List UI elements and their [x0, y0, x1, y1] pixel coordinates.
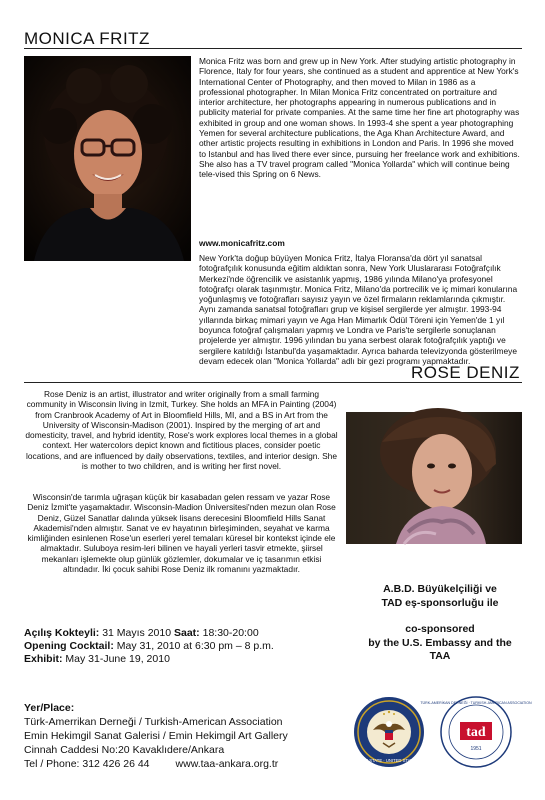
opening-tr-time-label: Saat: [174, 627, 200, 639]
artist1-portrait [24, 56, 191, 261]
artist2-bio-tr: Wisconsin'de tarımla uğraşan küçük bir kasabadan gelen ressam ve yazar Rose Deniz İzmit'te yaşamaktadır. Wisconsin-Madion Üniversitesi'nden mezun olan Rose Deniz, Güzel Sanatlar dalında yüksek lisans derecesini Bloomfield Hills Sanat Akademisi'nden almıştır. Sanat ve ev hayatının birleşiminden, seyahat ve karma kimliğinden esinlenen Rose'un eserleri yerel temaları küresel bir kontekst içinde ele almaktadır. Suluboya resim-leri bilinen ve hayali yerleri tasvir etmekte, şiirsel mekanları işlemekte olup günlük gözlemler, dokumalar ve iç tasarımın etkisi altındadır. İki çocuk sahibi Rose Deniz ilk romanını yazmaktadır. [27, 492, 336, 575]
artist1-bio-en: Monica Fritz was born and grew up in New York. After studying artistic photography in Florence, Italy for four years, she continued as a student and apprentice at New York's International Center of Photography, and then moved to Milan in 1986 as a professional photographer. In Milan Monica Fritz concentrated on portraiture and interior architecture, her photographs appearing in numerous publications and in publicity material for private companies. At the same time her fine art photography was exhibited in group and one woman shows. In 1993-4 she spent a year photographing Yemen for several architecture publications, the Aga Khan Architecture Award, and other artistic projects resulting in exhibitions in London and Paris. In 1996 she moved to Istanbul and has lived there ever since, pursuing her freelance work and exhibitions. She also has a TV travel program called "Monica Yollarda" which will continue being tele-vised this Spring on 6 News. [199, 56, 520, 180]
exhibit-label: Exhibit: [24, 653, 63, 665]
opening-tr-label: Açılış Kokteyli: [24, 627, 100, 639]
opening-en-label: Opening Cocktail: [24, 640, 114, 652]
venue-website-link[interactable]: www.taa-ankara.org.tr [175, 758, 279, 770]
taa-year: 1951 [470, 746, 482, 752]
sponsor-tr-line1: A.B.D. Büyükelçiliği ve [383, 583, 497, 595]
opening-en [24, 640, 274, 653]
sponsor-en-line1: co-sponsored [405, 623, 475, 635]
artist1-name: MONICA FRITZ [24, 29, 150, 48]
divider [24, 382, 522, 383]
artist2-name: ROSE DENIZ [411, 363, 520, 382]
venue-label: Yer/Place: [24, 702, 75, 714]
artist2-portrait [346, 412, 522, 544]
taa-short: tad [466, 725, 486, 740]
venue-line1: Türk-Amerrikan Derneği / Turkish-American Association [24, 716, 283, 728]
artist1-website-link[interactable]: www.monicafritz.com [199, 238, 285, 248]
embassy-seal-text: DEPARTMENT OF STATE · UNITED STATES OF AMERICA [332, 758, 446, 763]
venue-line2: Emin Hekimgil Sanat Galerisi / Emin Hekimgil Art Gallery [24, 730, 288, 742]
venue-phone: Tel / Phone: 312 426 26 44 [24, 758, 150, 770]
exhibit-value: May 31-June 19, 2010 [62, 653, 170, 665]
exhibit-dates [24, 653, 170, 666]
artist2-bio-en: Rose Deniz is an artist, illustrator and writer originally from a small farming community in Wisconsin living in Izmit, Turkey. She holds an MFA in Painting (2004) from Cranbrook Academy of Art in Bloomfield Hills, MI, and a BS in Art from the University of Wisconsin-Madison (2001). Inspired by the merging of art and domesticity, travel, and hybrid identity, Rose's work explores local themes in a global context. Her watercolors depict known and fictitious places, consider poetic locations, and are influenced by daily observations, textiles, and interior design. She is mother to two children, and is writing her first novel. [25, 389, 338, 472]
opening-tr [24, 627, 259, 640]
artist1-bio-tr: New York'ta doğup büyüyen Monica Fritz, İtalya Floransa'da dört yıl sanatsal fotoğrafçılık konusunda eğitim aldıktan sonra, New York Uluslararası Fotoğrafçılık Merkezi'nde öğrencilik ve asistanlık yapmış, 1986 yılında Milano'ya profesyonel fotoğrafçı olarak taşınmıştır. Monica Fritz, Milano'da portrecilik ve iç mimari konularına yoğunlaşmış ve fotoğrafları sayısız yayın ve özel firmaların reklamlarında çıkmıştır. Aynı zamanda sanatsal fotoğrafları grup ve kişisel sergilerde yer almıştır. 1993-94 yıllarında birkaç mimari yayın ve Aga Han Mimarlık Ödül Töreni için Yemen'de 1 yıl boyunca fotoğraf çalışmaları yapmış ve Londra ve Paris'te sergilerle sonuçlanan projelerde yer almıştır. 1996 yılından bu yana serbest olarak fotoğrafçılık yaptığı ve sergilere katıldığı İstanbul'da yaşamaktadır. Ayrıca baharda televizyonda gösterilmeye devam edecek olan "Monica Yollarda" adlı bir gezi programı yapmaktadır. [199, 253, 518, 366]
venue-contact [24, 757, 288, 771]
us-embassy-seal-logo [332, 696, 446, 768]
embassy-seal-icon [332, 696, 446, 768]
artist1-portrait-image [24, 56, 191, 261]
venue-block [24, 701, 288, 771]
divider [24, 48, 522, 49]
opening-tr-time: 18:30-20:00 [199, 627, 259, 639]
artist2-portrait-image [346, 412, 522, 544]
sponsor-tr-line2: TAD eş-sponsorluğu ile [381, 597, 499, 609]
opening-en-value: May 31, 2010 at 6:30 pm – 8 p.m. [113, 640, 274, 652]
taa-ring-text: TÜRK-AMERİKAN DERNEĞİ · TURKISH-AMERICAN ASSOCIATION [420, 701, 532, 705]
venue-line3: Cinnah Caddesi No:20 Kavaklıdere/Ankara [24, 744, 225, 756]
taa-logo [420, 696, 532, 768]
taa-logo-icon [420, 696, 532, 768]
sponsor-en-line2: by the U.S. Embassy and the TAA [368, 637, 512, 662]
opening-tr-date: 31 Mayıs 2010 [99, 627, 174, 639]
